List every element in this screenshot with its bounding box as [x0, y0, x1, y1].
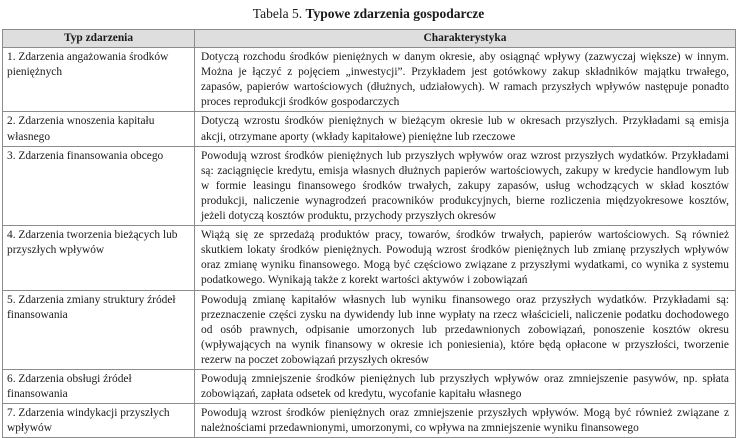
event-type-cell: 3. Zdarzenia finansowania obcego — [3, 146, 195, 225]
caption-prefix: Tabela 5. — [252, 6, 303, 21]
header-type: Typ zdarzenia — [3, 30, 195, 48]
event-type-cell: 7. Zdarzenia windykacji przyszłych wpływów — [3, 404, 195, 438]
event-description-cell: Powodują wzrost środków pieniężnych oraz zmniejszenie przyszłych wpływów. Mogą być również związane z należnościami przedawnionymi, umorzonymi, co wpływa na zmniejszenie wyniku finansowego — [195, 404, 736, 438]
caption-title: Typowe zdarzenia gospodarcze — [305, 6, 485, 21]
event-description-cell: Dotyczą rozchodu środków pieniężnych w danym okresie, aby osiągnąć wpływy (zazwyczaj większe) w innym. Można je łączyć z pojęciem „inwestycji”. Przykładem jest gotówkowy zakup składników majątku trwałego, zapasów, papierów wartościowych (dłużnych, udziałowych). W ramach przyszłych wpływów następuje ponadto proces reprodukcji środków gospodarczych — [195, 48, 736, 112]
table-row — [3, 290, 736, 369]
event-description-cell: Powodują zmniejszenie środków pieniężnych lub przyszłych wpływów oraz zmniejszenie pasywów, np. spłata zobowiązań, zapłata odsetek od kredytu, wycofanie kapitału własnego — [195, 369, 736, 403]
event-type-cell: 5. Zdarzenia zmiany struktury źródeł finansowania — [3, 290, 195, 369]
event-description-cell: Dotyczą wzrostu środków pieniężnych w bieżącym okresie lub w okresach przyszłych. Przykładami są emisja akcji, otrzymane aporty (wkłady kapitałowe) pieniężne lub rzeczowe — [195, 112, 736, 146]
event-description-cell: Powodują zmianę kapitałów własnych lub wyniku finansowego oraz przyszłych wydatków. Przykładami są: przeznaczenie części zysku na dywidendy lub inne wypłaty na rzecz właścicieli, naliczenie podatku dochodowego od osób prawnych, odpisanie umorzonych lub przedawnionych zobowiązań, ponoszenie kosztów okresu (wpływających na wynik finansowy w okresie ich poniesienia), które będą opłacone w przyszłości, tworzenie rezerw na poczet zobowiązań przyszłych okresów — [195, 290, 736, 369]
table-header-row — [3, 30, 736, 48]
event-type-cell: 4. Zdarzenia tworzenia bieżących lub przyszłych wpływów — [3, 226, 195, 290]
table-row — [3, 146, 736, 225]
table-row — [3, 369, 736, 403]
table-row — [3, 226, 736, 290]
event-description-cell: Powodują wzrost środków pieniężnych lub przyszłych wpływów oraz wzrost przyszłych wydatków. Przykładami są: zaciągnięcie kredytu, emisja własnych dłużnych papierów wartościowych, zakupy w kredycie handlowym lub w formie leasingu finansowego środków trwałych, zakupy zapasów, usług wchodzących w skład kosztów produkcji, naliczenie wynagrodzeń pracowników produkcyjnych, bierne rozliczenia międzyokresowe kosztów, jeżeli dotyczą kosztów produktu, przychody przyszłych okresów — [195, 146, 736, 225]
header-description: Charakterystyka — [195, 30, 736, 48]
event-type-cell: 2. Zdarzenia wnoszenia kapitału własnego — [3, 112, 195, 146]
event-description-cell: Wiążą się ze sprzedażą produktów pracy, towarów, środków trwałych, papierów wartościowych. Są również skutkiem lokaty środków pieniężnych. Powodują wzrost środków pieniężnych lub zmianę przyszłych wpływów oraz zmianę wyniku finansowego. Mogą być częściowo związane z przyszłymi wydatkami, co wynika z systemu podatkowego. Wynikają także z korekt wartości aktywów i zobowiązań — [195, 226, 736, 290]
table-caption — [0, 5, 737, 23]
table-row — [3, 112, 736, 146]
events-table — [2, 29, 736, 438]
event-type-cell: 1. Zdarzenia angażowania środków pieniężnych — [3, 48, 195, 112]
event-type-cell: 6. Zdarzenia obsługi źródeł finansowania — [3, 369, 195, 403]
table-row — [3, 404, 736, 438]
table-row — [3, 48, 736, 112]
